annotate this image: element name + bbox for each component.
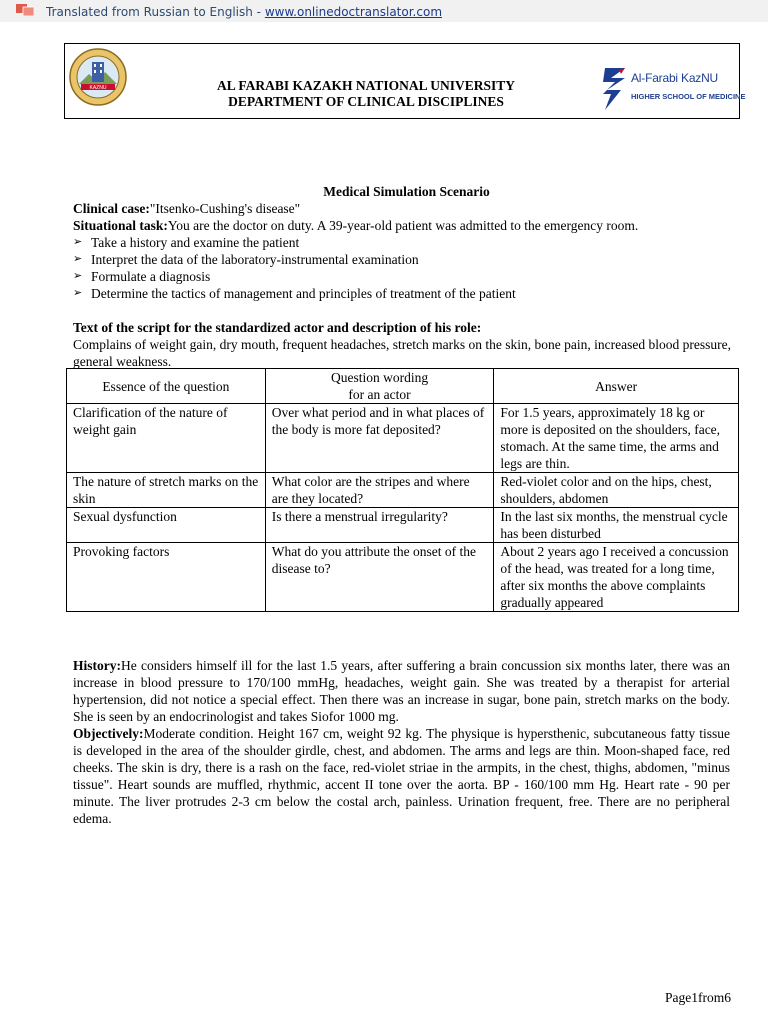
table-cell: Clarification of the nature of weight gain — [67, 404, 266, 473]
table-cell: In the last six months, the menstrual cycle has been disturbed — [494, 508, 739, 543]
table-cell: Over what period and in what places of the body is more fat deposited? — [265, 404, 494, 473]
clinical-case — [73, 200, 740, 217]
situational-task — [73, 217, 740, 234]
objectively-paragraph — [73, 725, 730, 827]
translation-banner — [0, 0, 768, 22]
table-cell: The nature of stretch marks on the skin — [67, 473, 266, 508]
script-title: Text of the script for the standardized actor and description of his role: — [73, 320, 482, 335]
column-header: Essence of the question — [67, 369, 266, 404]
arrow-bullet-icon: ➢ — [73, 236, 83, 248]
situational-task-value: You are the doctor on duty. A 39-year-old patient was admitted to the emergency room. — [167, 218, 639, 233]
objectively-label: Objectively: — [73, 726, 144, 741]
list-item: ➢ Take a history and examine the patient — [73, 235, 300, 250]
history-label: History: — [73, 658, 121, 673]
table-cell: Provoking factors — [67, 543, 266, 612]
table-row — [67, 508, 739, 543]
kaznu-emblem-icon — [601, 66, 629, 112]
table-cell: For 1.5 years, approximately 18 kg or more is deposited on the shoulders, face, stomach. At the same time, the arms and legs are thin. — [494, 404, 739, 473]
actor-script-table — [66, 368, 739, 612]
table-row — [67, 404, 739, 473]
arrow-bullet-icon: ➢ — [73, 253, 83, 265]
table-header-row — [67, 369, 739, 404]
university-seal-icon — [69, 48, 127, 106]
column-header: Question wording for an actor — [265, 369, 494, 404]
list-item: ➢ Determine the tactics of management and principles of treatment of the patient — [73, 286, 516, 301]
arrow-bullet-icon: ➢ — [73, 270, 83, 282]
situational-task-label: Situational task: — [73, 218, 168, 233]
arrow-bullet-icon: ➢ — [73, 287, 83, 299]
table-row — [67, 543, 739, 612]
table-cell: Red-violet color and on the hips, chest, shoulders, abdomen — [494, 473, 739, 508]
column-header: Answer — [494, 369, 739, 404]
university-name: AL FARABI KAZAKH NATIONAL UNIVERSITY — [216, 78, 516, 93]
svg-text:KAZNU: KAZNU — [89, 85, 107, 91]
document-header — [64, 43, 746, 119]
university-title — [135, 78, 597, 110]
complaints-text: Complains of weight gain, dry mouth, frequent headaches, stretch marks on the skin, bone pain, increased blood pressure, general weakness. — [73, 337, 731, 369]
table-cell: What do you attribute the onset of the disease to? — [265, 543, 494, 612]
scenario-title: Medical Simulation Scenario — [323, 184, 490, 199]
history-paragraph — [73, 657, 730, 725]
clinical-case-value: "Itsenko-Cushing's disease" — [149, 201, 301, 216]
table-cell: About 2 years ago I received a concussion of the head, was treated for a long time, after six months the above complaints gradually appeared — [494, 543, 739, 612]
table-cell: What color are the stripes and where are they located? — [265, 473, 494, 508]
page-number: Page1from6 — [665, 990, 731, 1005]
translate-icon — [16, 4, 34, 16]
history-section — [73, 657, 730, 827]
history-text: He considers himself ill for the last 1.5 years, after suffering a brain concussion six months later, there was an increase in blood pressure to 170/100 mmHg, headaches, weight gain. She was treated by a therapist for arterial hypertension, did not notice a special effect. Then there was an increase in sugar, bone pain, stretch marks on the body. She is seen by an endocrinologist and takes Siofor 1000 mg. — [73, 658, 730, 724]
banner-link[interactable]: www.onlinedoctranslator.com — [264, 5, 443, 19]
clinical-case-label: Clinical case: — [73, 201, 150, 216]
list-item: ➢ Formulate a diagnosis — [73, 269, 211, 284]
table-cell: Sexual dysfunction — [67, 508, 266, 543]
banner-text: Translated from Russian to English - — [46, 5, 265, 19]
table-row — [67, 473, 739, 508]
department-name: DEPARTMENT OF CLINICAL DISCIPLINES — [228, 94, 504, 109]
kaznu-logo — [601, 66, 746, 112]
kaznu-logo-subtitle: HIGHER SCHOOL OF MEDICINE — [631, 92, 746, 101]
table-cell: Is there a menstrual irregularity? — [265, 508, 494, 543]
kaznu-logo-name: Al-Farabi KazNU — [631, 71, 719, 85]
task-list — [73, 234, 740, 302]
list-item: ➢ Interpret the data of the laboratory-instrumental examination — [73, 252, 419, 267]
objectively-text: Moderate condition. Height 167 cm, weight 92 kg. The physique is hypersthenic, subcutaneous fatty tissue is developed in the area of the shoulder girdle, chest, and abdomen. The arms and legs are thin. Moon-shaped face, red cheeks. The skin is dry, there is a rash on the face, red-violet striae in the armpits, in the chest, thighs, abdomen, "minus tissue". Heart sounds are muffled, rhythmic, accent II tone over the aorta. BP - 160/100 mm Hg. Heart rate - 90 per minute. The liver protrudes 2-3 cm below the costal arch, painless. Urination frequent, free. There are no peripheral edema. — [73, 726, 730, 826]
scenario-section — [73, 183, 740, 370]
